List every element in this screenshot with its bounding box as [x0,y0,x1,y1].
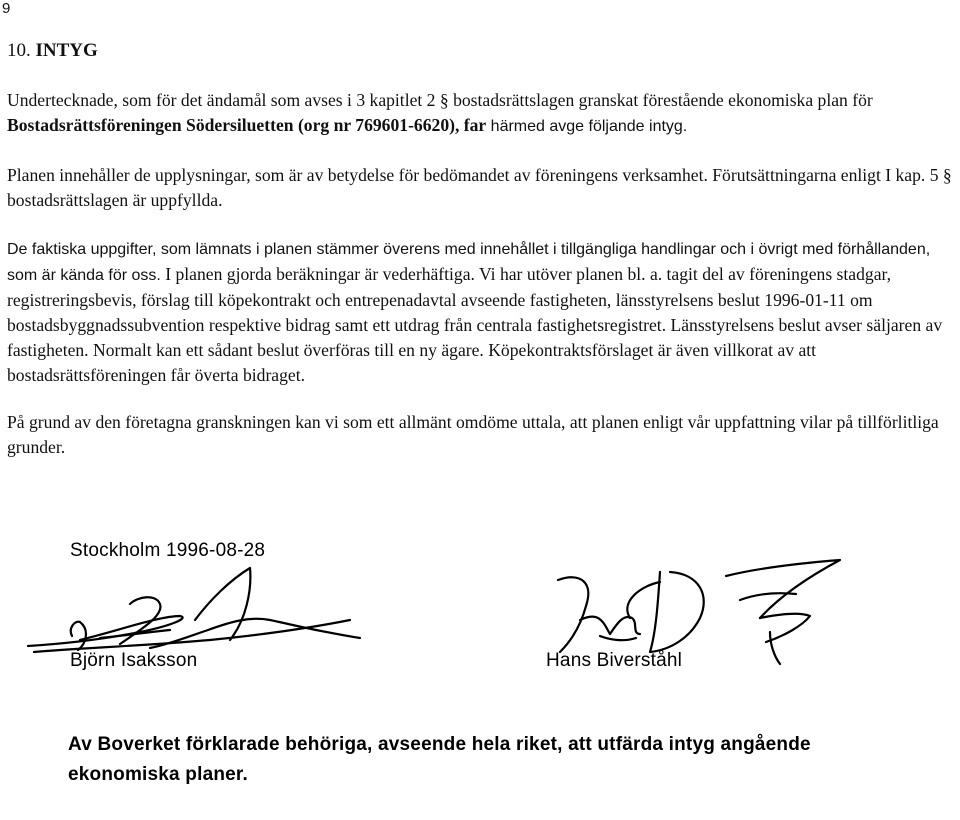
section-heading [7,40,98,62]
section-number: 10. [7,40,31,61]
facts-text-2: I planen gjorda beräkningar är vederhäftiga. Vi har utöver planen bl. a. tagit del av föreningens stadgar, registreringsbevis, förslag till köpekontrakt och entrepenadavtal avseende fastigheten, länsstyrelsens beslut 1996-01-11 om bostadsbyggnadssubvention respektive bidrag samt ett utdrag från centrala fastighetsregistret. Länsstyrelsens beslut avser säljaren av fastigheten. Normalt kan ett sådant beslut överföras till en ny ägare. Köpekontraktsförslaget är även villkorat av att bostadsrättsföreningen får överta bidraget. [7,264,943,385]
facts-paragraph [7,236,957,388]
authorization-statement: Av Boverket förklarade behöriga, avseende hela riket, att utfärda intyg angående ekonomiska planer. [68,734,811,785]
intro-text: Undertecknade, som för det ändamål som avses i 3 kapitlet 2 § bostadsrättslagen granskat förestående ekonomiska plan för [7,90,873,110]
intro-text-end: härmed avge följande intyg. [486,118,688,135]
conclusion-paragraph: På grund av den företagna granskningen kan vi som ett allmänt omdöme uttala, att planen enligt vår uppfattning vilar på tillförlitliga grunder. [7,412,939,457]
place-date: Stockholm 1996-08-28 [70,540,266,561]
conditions-paragraph: Planen innehåller de upplysningar, som är av betydelse för bedömandet av föreningens verksamhet. Förutsättningarna enligt I kap. 5 § bostadsrättslagen är uppfyllda. [7,165,952,210]
signer-name-2: Hans Biverståhl [546,650,683,671]
signer-name-1: Björn Isaksson [70,650,198,671]
section-title: INTYG [35,40,98,61]
page-number: 9 [2,0,11,17]
intro-paragraph [7,88,957,139]
association-name: Bostadsrättsföreningen Södersiluetten (org nr 769601-6620), far [7,115,487,135]
facts-text-1: De faktiska uppgifter, som lämnats i planen stämmer överens med innehållet i tillgängliga handlingar och i övrigt med förhållanden, som är kända för oss. [7,241,931,284]
